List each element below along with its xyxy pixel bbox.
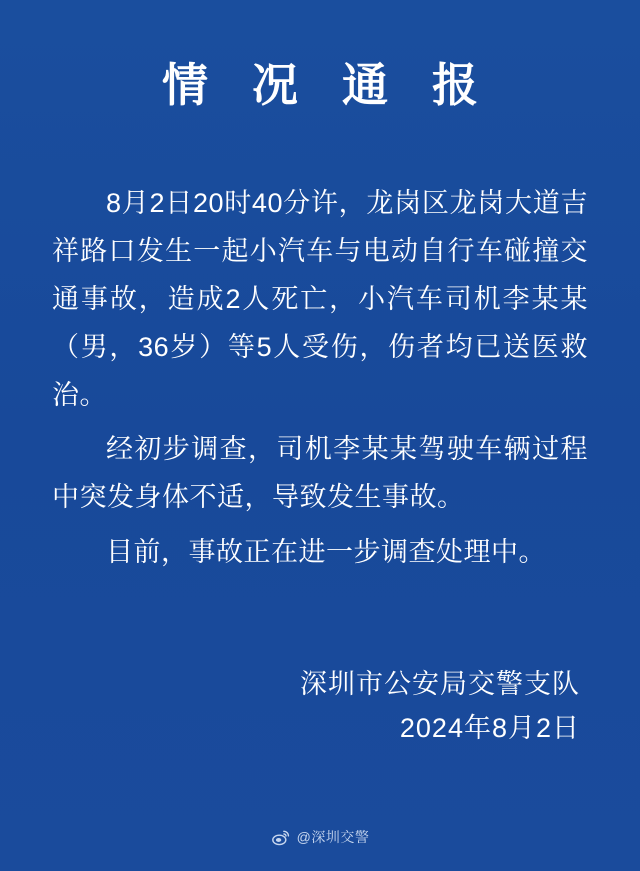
paragraph-2: 经初步调查，司机李某某驾驶车辆过程中突发身体不适，导致发生事故。 xyxy=(52,434,588,513)
announcement-body xyxy=(52,179,588,577)
page-title: 情 况 通 报 xyxy=(161,58,493,112)
footer-attribution xyxy=(0,827,640,847)
weibo-icon xyxy=(271,828,290,847)
weibo-account-label: @深圳交警 xyxy=(296,829,370,845)
signature-block xyxy=(0,662,580,751)
paragraph-1: 8月2日20时40分许，龙岗区龙岗大道吉祥路口发生一起小汽车与电动自行车碰撞交通事故，造成2人死亡，小汽车司机李某某（男，36岁）等5人受伤，伤者均已送医救治。 xyxy=(52,188,588,411)
signature-date: 2024年8月2日 xyxy=(399,713,580,744)
signature-organization: 深圳市公安局交警支队 xyxy=(300,668,580,699)
paragraph-3: 目前，事故正在进一步调查处理中。 xyxy=(106,536,546,567)
